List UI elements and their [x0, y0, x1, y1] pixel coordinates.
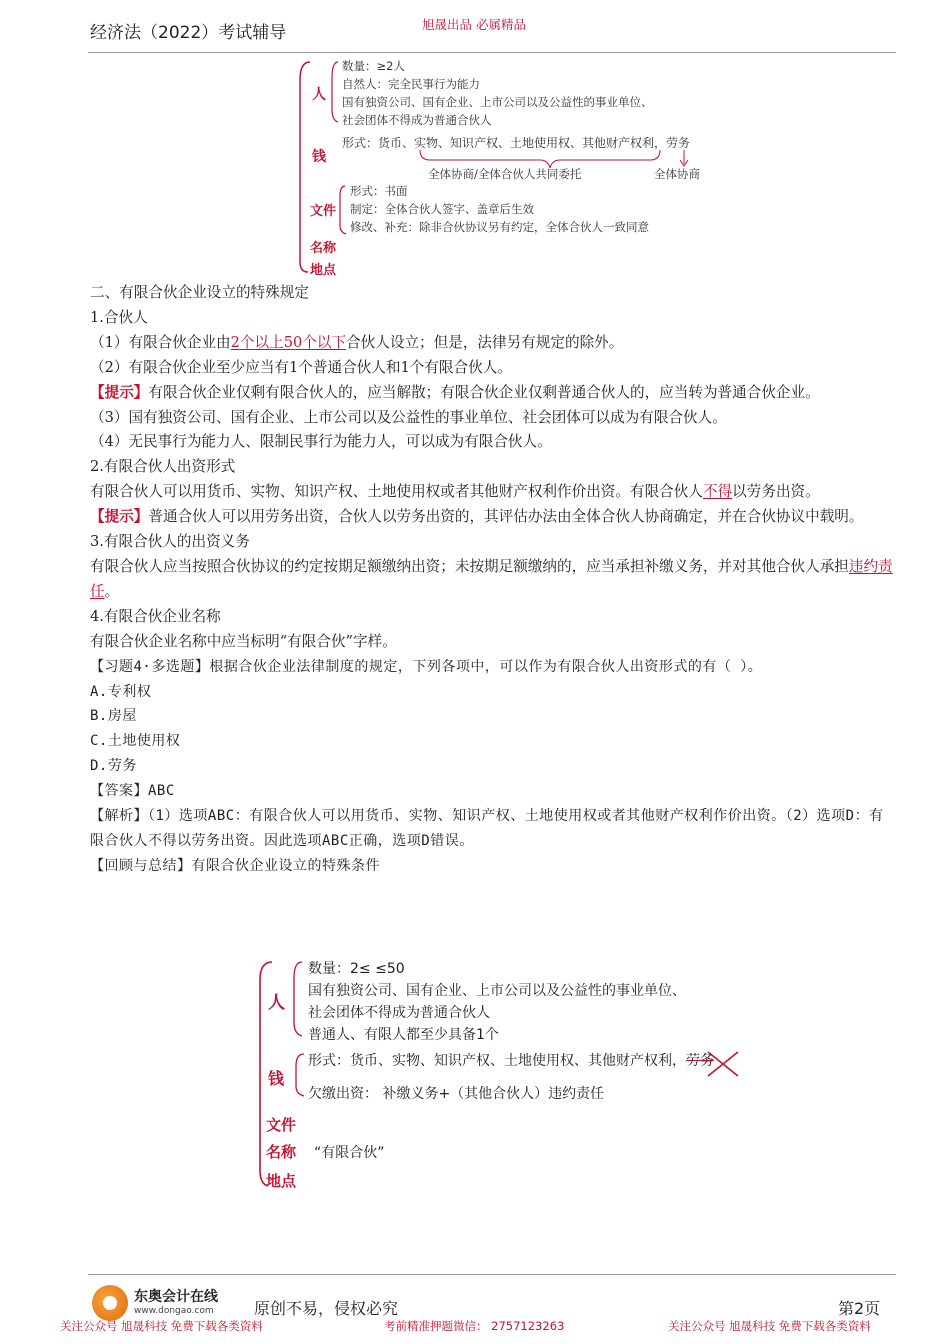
paragraph: 有限合伙企业名称中应当标明“有限合伙”字样。: [90, 632, 397, 650]
highlight-text: 违约责任: [90, 557, 893, 600]
mindmap1-docs-item: 形式：书面: [350, 184, 408, 198]
mindmap1-docs-item: 修改、补充：除非合伙协议另有约定，全体合伙人一致同意: [350, 220, 649, 234]
subsection-title: 3.有限合伙人的出资义务: [90, 533, 250, 551]
highlight-text: 2个以上50个以下: [230, 333, 347, 351]
header-title: 经济法（2022）考试辅导: [90, 23, 287, 43]
mindmap1-people-item: 数量：≥2人: [342, 59, 405, 73]
mindmap1-name-label: 名称: [310, 241, 337, 256]
money-forms-text: 形式：货币、实物、知识产权、土地使用权、其他财产权利，: [308, 1053, 686, 1069]
mindmap1-people-label: 人: [312, 87, 326, 103]
mindmap1-money-note-left: 全体协商/全体合伙人共同委托: [428, 167, 582, 181]
tip-label: 【提示】: [90, 508, 149, 526]
struck-labor: 劳务: [686, 1053, 714, 1069]
mindmap1-money-label: 钱: [312, 149, 326, 165]
footer-divider: [88, 1274, 896, 1275]
logo-icon: [92, 1285, 128, 1321]
section-heading: 二、有限合伙企业设立的特殊规定: [90, 284, 309, 301]
mindmap2-people-item: 国有独资公司、国有企业、上市公司以及公益性的事业单位、: [308, 983, 686, 999]
exercise-question: 【习题4·多选题】根据合伙企业法律制度的规定，下列各项中，可以作为有限合伙人出资形式的有（ ）。: [90, 658, 763, 675]
text-span: （1）有限合伙企业由: [90, 333, 231, 351]
mindmap2-money-forms: [308, 1050, 714, 1070]
logo-name: 东奥会计在线: [134, 1289, 218, 1305]
footer-note-left: 关注公众号 旭晟科技 免费下载各类资料: [60, 1319, 263, 1333]
mindmap1-money-forms: 形式：货币、实物、知识产权、土地使用权、其他财产权利，劳务: [342, 136, 691, 150]
mindmap2-money-arrears: 欠缴出资： 补缴义务+（其他合伙人）违约责任: [308, 1086, 605, 1102]
logo-url: www.dongao.com: [134, 1306, 214, 1316]
mindmap1-docs-label: 文件: [310, 204, 337, 219]
paragraph: （2）有限合伙企业至少应当有1个普通合伙人和1个有限合伙人。: [90, 358, 512, 376]
exercise-option: D.劳务: [90, 758, 137, 775]
page-number: 第2页: [838, 1299, 881, 1318]
exercise-answer: 【答案】ABC: [90, 783, 175, 800]
highlight-text: 不得: [702, 483, 733, 501]
mindmap2-people-item: 数量：2≤ ≤50: [308, 961, 405, 977]
exercise-option: A.专利权: [90, 683, 152, 700]
mindmap2-people-item: 社会团体不得成为普通合伙人: [308, 1005, 490, 1021]
mindmap1-place-label: 地点: [310, 263, 337, 278]
mindmap2-people-item: 普通人、有限人都至少具备1个: [308, 1027, 499, 1043]
footer-note-right: 关注公众号 旭晟科技 免费下载各类资料: [668, 1319, 871, 1333]
text-span: 合伙人设立；但是，法律另有规定的除外。: [346, 333, 624, 351]
text-span: 普通合伙人可以用劳务出资，合伙人以劳务出资的，其评估办法由全体合伙人协商确定，并在合伙协议中载明。: [148, 508, 864, 526]
mindmap2-place-label: 地点: [266, 1172, 297, 1190]
tip-label: 【提示】: [90, 383, 149, 401]
mindmap2-money-label: 钱: [268, 1069, 285, 1088]
subsection-title: 4.有限合伙企业名称: [90, 607, 221, 625]
review-heading: 【回顾与总结】有限合伙企业设立的特殊条件: [90, 857, 380, 874]
mindmap2-name-label: 名称: [266, 1143, 297, 1161]
subsection-title: 1.合伙人: [90, 308, 148, 326]
exercise-option: B.房屋: [90, 708, 137, 725]
text-span: 有限合伙人可以用货币、实物、知识产权、土地使用权或者其他财产权利作价出资。有限合伙人: [90, 483, 703, 501]
subsection-title: 2.有限合伙人出资形式: [90, 458, 236, 476]
mindmap1-people-item: 社会团体不得成为普通合伙人: [342, 113, 492, 127]
footer-note-center: 考前精准押题微信： 2757123263: [384, 1319, 565, 1333]
text-span: 。: [104, 582, 120, 600]
mindmap1-people-item: 自然人：完全民事行为能力: [342, 77, 480, 91]
mindmap2-docs-label: 文件: [266, 1116, 297, 1134]
footer-slogan: 原创不易，侵权必究: [254, 1299, 399, 1318]
mindmap1-people-item: 国有独资公司、国有企业、上市公司以及公益性的事业单位、: [342, 95, 653, 109]
text-span: 有限合伙企业仅剩有限合伙人的，应当解散；有限合伙企业仅剩普通合伙人的，应当转为普通合伙企业。: [148, 383, 820, 401]
paragraph: （4）无民事行为能力人、限制民事行为能力人，可以成为有限合伙人。: [90, 433, 552, 451]
text-span: 有限合伙人应当按照合伙协议的约定按期足额缴纳出资；未按期足额缴纳的，应当承担补缴义务，并对其他合伙人承担: [90, 557, 849, 575]
mindmap1-docs-item: 制定：全体合伙人签字、盖章后生效: [350, 202, 534, 216]
exercise-analysis: 【解析】（1）选项ABC：有限合伙人可以用货币、实物、知识产权、土地使用权或者其他财产权利作价出资。（2）选项D：有限合伙人不得以劳务出资。因此选项ABC正确，选项D错误。: [90, 808, 884, 849]
exercise-option: C.土地使用权: [90, 733, 181, 750]
mindmap2-name-value: “有限合伙”: [314, 1145, 385, 1161]
paragraph: （3）国有独资公司、国有企业、上市公司以及公益性的事业单位、社会团体可以成为有限合伙人。: [90, 408, 727, 426]
text-span: 以劳务出资。: [732, 483, 820, 501]
header-brand: 旭晟出品 必属精品: [422, 17, 526, 32]
mindmap2-people-label: 人: [268, 993, 285, 1013]
mindmap1-money-note-right: 全体协商: [654, 167, 700, 181]
